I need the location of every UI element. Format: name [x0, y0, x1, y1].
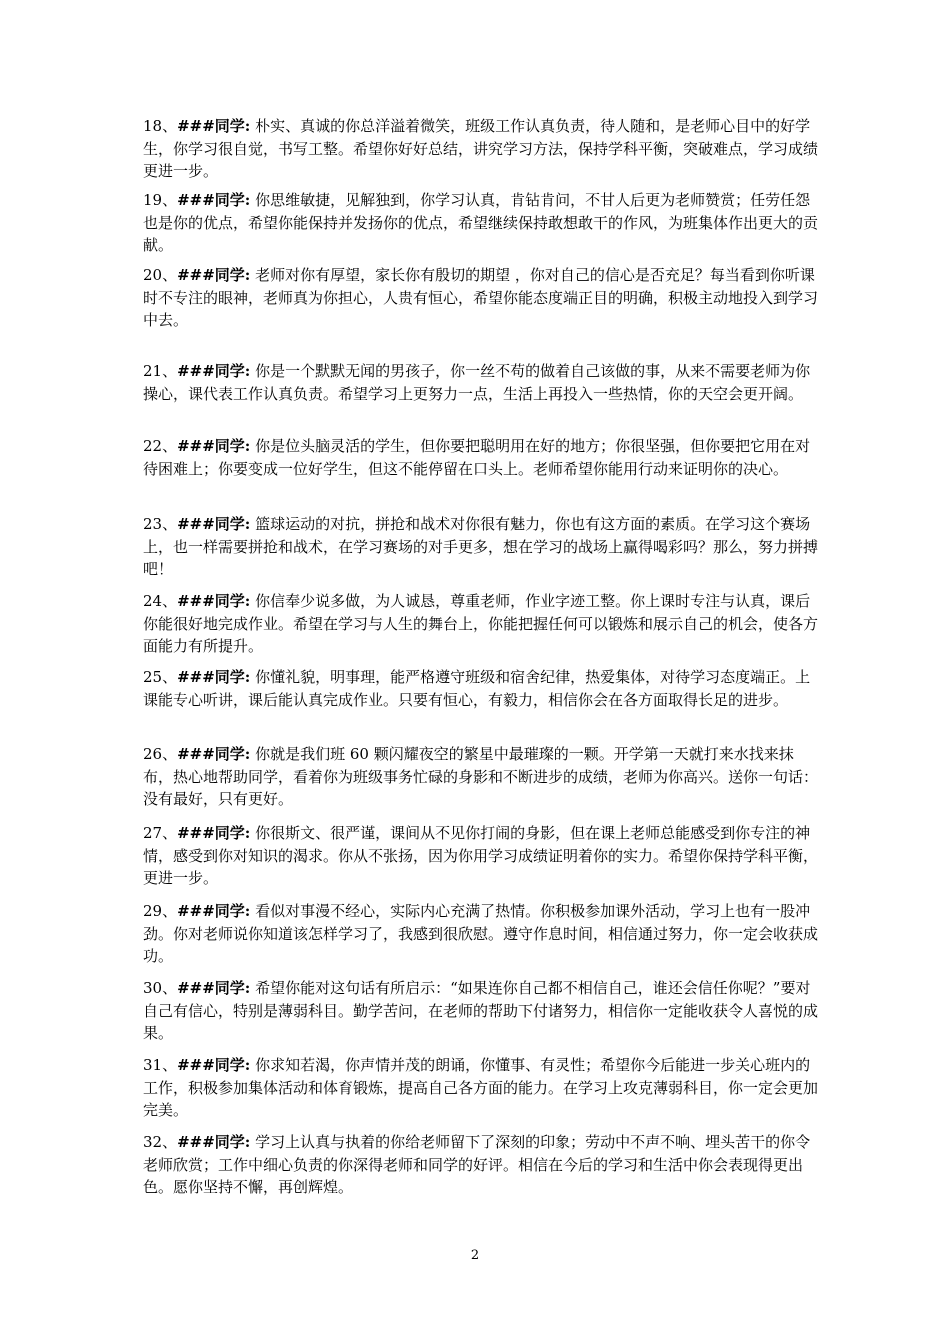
- student-name: ###同学:: [177, 979, 251, 997]
- comment-text: 你求知若渴，你声情并茂的朗诵，你懂事、有灵性；希望你今后能进一步关心班内的工作，积极参加集体活动和体育锻炼，提高自己各方面的能力。在学习上攻克薄弱科目，你一定会更加完美。: [143, 1056, 819, 1119]
- comment-number: 30、: [143, 979, 178, 997]
- comment-number: 31、: [143, 1056, 178, 1074]
- comment-number: 18、: [143, 117, 178, 135]
- comment-paragraph: [143, 264, 823, 332]
- comment-paragraph: [143, 977, 823, 1045]
- page-number: 2: [470, 1248, 480, 1263]
- comment-paragraph: [143, 360, 823, 405]
- comment-number: 29、: [143, 902, 178, 920]
- comment-paragraph: [143, 1131, 823, 1199]
- comment-number: 20、: [143, 266, 178, 284]
- comment-number: 23、: [143, 515, 178, 533]
- comment-text: 篮球运动的对抗，拼抢和战术对你很有魅力，你也有这方面的素质。在学习这个赛场上，也一样需要拼抢和战术，在学习赛场的对手更多，想在学习的战场上赢得喝彩吗？那么，努力拼搏吧！: [143, 515, 819, 578]
- comment-number: 24、: [143, 592, 178, 610]
- student-name: ###同学:: [177, 668, 251, 686]
- comment-text: 你很斯文、很严谨，课间从不见你打闹的身影，但在课上老师总能感受到你专注的神情，感受到你对知识的渴求。你从不张扬，因为你用学习成绩证明着你的实力。希望你保持学科平衡，更进一步。: [143, 824, 819, 887]
- comment-number: 21、: [143, 362, 178, 380]
- comment-text: 看似对事漫不经心，实际内心充满了热情。你积极参加课外活动，学习上也有一股冲劲。你对老师说你知道该怎样学习了，我感到很欣慰。遵守作息时间，相信通过努力，你一定会收获成功。: [143, 902, 819, 965]
- student-name: ###同学:: [177, 1056, 251, 1074]
- comment-text: 你是位头脑灵活的学生，但你要把聪明用在好的地方；你很坚强，但你要把它用在对待困难上；你要变成一位好学生，但这不能停留在口头上。老师希望你能用行动来证明你的决心。: [143, 437, 811, 478]
- comment-text: 你思维敏捷，见解独到，你学习认真，肯钻肯问，不甘人后更为老师赞赏；任劳任怨也是你的优点，希望你能保持并发扬你的优点，希望继续保持敢想敢干的作风，为班集体作出更大的贡献。: [143, 191, 819, 254]
- comment-number: 26、: [143, 745, 178, 763]
- comment-paragraph: [143, 590, 823, 658]
- comment-text: 朴实、真诚的你总洋溢着微笑，班级工作认真负责，待人随和，是老师心目中的好学生，你学习很自觉，书写工整。希望你好好总结，讲究学习方法，保持学科平衡，突破难点，学习成绩更进一步。: [143, 117, 819, 180]
- student-name: ###同学:: [177, 437, 251, 455]
- student-name: ###同学:: [177, 515, 251, 533]
- student-name: ###同学:: [177, 117, 251, 135]
- comment-text: 你信奉少说多做，为人诚恳，尊重老师，作业字迹工整。你上课时专注与认真，课后你能很好地完成作业。希望在学习与人生的舞台上，你能把握任何可以锻炼和展示自己的机会，使各方面能力有所提升。: [143, 592, 819, 655]
- comment-paragraph: [143, 115, 823, 183]
- comment-text: 你是一个默默无闻的男孩子，你一丝不苟的做着自己该做的事，从来不需要老师为你操心，课代表工作认真负责。希望学习上更努力一点，生活上再投入一些热情，你的天空会更开阔。: [143, 362, 811, 403]
- student-name: ###同学:: [177, 824, 251, 842]
- comment-text: 希望你能对这句话有所启示：“如果连你自己都不相信自己，谁还会信任你呢？”要对自己有信心，特别是薄弱科目。勤学苦问，在老师的帮助下付诸努力，相信你一定能收获令人喜悦的成果。: [143, 979, 819, 1042]
- comment-number: 22、: [143, 437, 178, 455]
- student-name: ###同学:: [177, 362, 251, 380]
- comment-text: 学习上认真与执着的你给老师留下了深刻的印象；劳动中不声不响、埋头苦干的你令老师欣赏；工作中细心负责的你深得老师和同学的好评。相信在今后的学习和生活中你会表现得更出色。愿你坚持不懈，再创辉煌。: [143, 1133, 811, 1196]
- comment-text: 你懂礼貌，明事理，能严格遵守班级和宿舍纪律，热爱集体，对待学习态度端正。上课能专心听讲，课后能认真完成作业。只要有恒心，有毅力，相信你会在各方面取得长足的进步。: [143, 668, 811, 709]
- comment-paragraph: [143, 189, 823, 257]
- student-name: ###同学:: [177, 592, 251, 610]
- student-name: ###同学:: [177, 266, 251, 284]
- comment-paragraph: [143, 822, 823, 890]
- student-name: ###同学:: [177, 902, 251, 920]
- comment-paragraph: [143, 743, 823, 811]
- student-name: ###同学:: [177, 1133, 251, 1151]
- comment-paragraph: [143, 513, 823, 581]
- comment-number: 25、: [143, 668, 178, 686]
- comment-number: 32、: [143, 1133, 178, 1151]
- comment-paragraph: [143, 900, 823, 968]
- comment-number: 27、: [143, 824, 178, 842]
- comment-paragraph: [143, 435, 823, 480]
- comment-text: 老师对你有厚望，家长你有殷切的期望 ，你对自己的信心是否充足？每当看到你听课时不专注的眼神，老师真为你担心，人贵有恒心，希望你能态度端正目的明确，积极主动地投入到学习中去。: [143, 266, 819, 329]
- comment-number: 19、: [143, 191, 178, 209]
- student-name: ###同学:: [177, 191, 251, 209]
- comment-paragraph: [143, 1054, 823, 1122]
- student-name: ###同学:: [177, 745, 251, 763]
- comment-paragraph: [143, 666, 823, 711]
- comment-text: 你就是我们班 60 颗闪耀夜空的繁星中最璀璨的一颗。开学第一天就打来水找来抹布，热心地帮助同学，看着你为班级事务忙碌的身影和不断进步的成绩，老师为你高兴。送你一句话：没有最好，只有更好。: [143, 745, 819, 808]
